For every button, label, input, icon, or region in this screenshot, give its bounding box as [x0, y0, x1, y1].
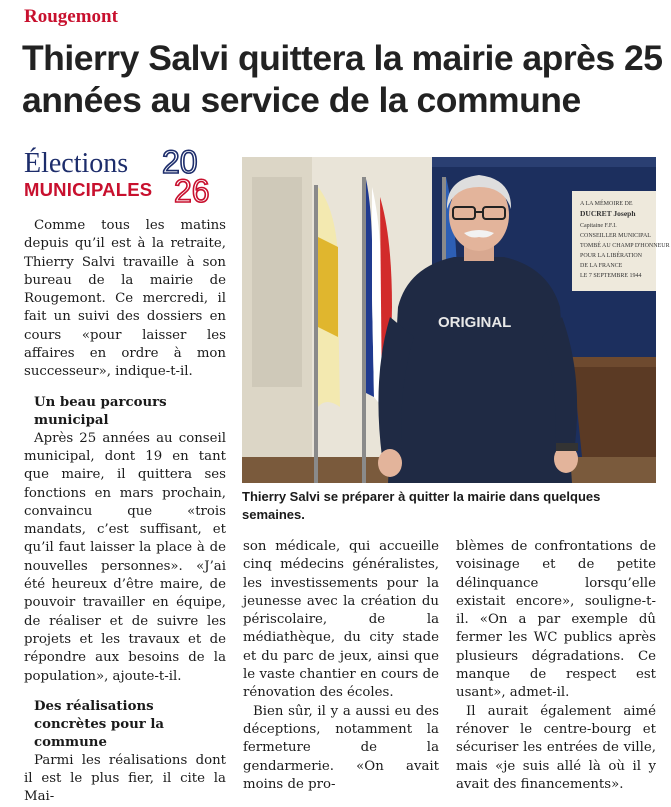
logo-title: Élections — [24, 148, 129, 179]
paragraph: blèmes de confrontations de voisinage et de petite délinquance lorsqu’elle existait encore», souligne-t-il. «On a par exemple dû fermer les WC publics après plusieurs dégradations. Ce manque de respect est usant», admet-il. — [456, 539, 656, 701]
article-photo — [242, 157, 670, 483]
paragraph: Après 25 années au conseil municipal, dont 19 en tant que maire, il quittera ses fonctions en mars prochain, convaincu que «trois mandats, c’est suffisant, et qu’il faut laisser la place à de nouvelles personnes». «J’ai été heureux d’être maire, de pouvoir travailler en équipe, de réaliser et de suivre les projets et les travaux et de répondre aux besoins de la population», ajoute-t-il. — [24, 430, 226, 684]
column-2 — [243, 538, 439, 794]
plaque-line: POUR LA LIBÉRATION — [580, 253, 643, 259]
headline: Thierry Salvi quittera la mairie après 25 années au service de la commune — [22, 38, 663, 120]
paragraph: Bien sûr, il y a aussi eu des déceptions, notamment la fermeture de la gendarmerie. «On avait moins de pro- — [243, 703, 439, 792]
paragraph: Comme tous les matins depuis qu’il est à la retraite, Thierry Salvi travaille à son bureau de la mairie de Rougemont. Ce mercredi, il fait un suivi des dossiers en cours «pour laisser les affaires en ordre à mon successeur», indique-t-il. — [24, 218, 226, 380]
paragraph: son médicale, qui accueille cinq médecins généralistes, les investissements pour la jeunesse avec la création du périscolaire, de la médiathèque, du city stade et du parc de jeux, ainsi que le vaste chantier en cours de rénovation des écoles. — [243, 539, 439, 701]
year-2026-graphic — [160, 144, 226, 209]
column-3 — [456, 538, 656, 794]
shirt-print: ORIGINAL — [438, 314, 512, 331]
paragraph: Il aurait également aimé rénover le centre-bourg et sécuriser les entrées de ville, mais «je suis allé là où il y avait des financements». — [456, 703, 656, 792]
plaque-line: Capitaine F.F.I. — [580, 223, 617, 229]
paragraph: Parmi les réalisations dont il est le plus fier, il cite la Mai- — [24, 752, 226, 805]
elections-logo — [24, 144, 224, 209]
subheading: Un beau parcours municipal — [34, 394, 167, 428]
subheading: Des réalisations concrètes pour la commune — [34, 698, 165, 750]
plaque-line: A LA MÉMOIRE DE — [580, 201, 633, 207]
photo-caption: Thierry Salvi se préparer à quitter la mairie dans quelques semaines. — [242, 489, 601, 522]
plaque-line: DE LA FRANCE — [580, 263, 623, 269]
column-1 — [24, 217, 226, 807]
plaque-line: CONSEILLER MUNICIPAL — [580, 233, 651, 239]
logo-subtitle: MUNICIPALES — [24, 179, 153, 200]
year-bottom: 26 — [174, 173, 210, 209]
plaque-line: DUCRET Joseph — [580, 209, 636, 218]
year-top: 20 — [162, 144, 198, 180]
section-kicker: Rougemont — [24, 6, 118, 27]
plaque-line: LE 7 SEPTEMBRE 1944 — [580, 273, 642, 279]
photo-illustration — [242, 157, 670, 483]
plaque-line: TOMBÉ AU CHAMP D'HONNEUR — [580, 243, 670, 249]
